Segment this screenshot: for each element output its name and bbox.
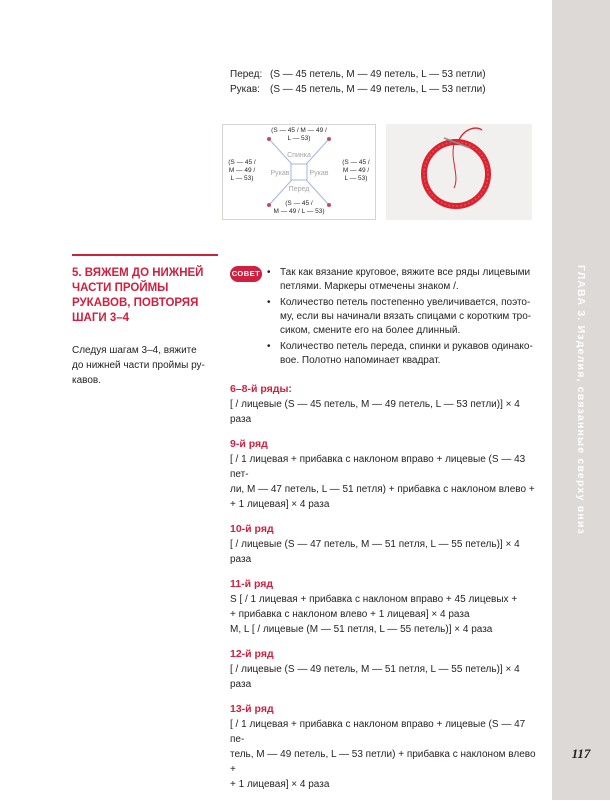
heading-line: 5. ВЯЖЕМ ДО НИЖНЕЙ [72,267,204,279]
diagram-count-right: (S — 45 / [342,159,370,166]
tip-badge: СОВЕТ [230,266,262,282]
diagram-label-left-sleeve: Рукав [270,170,290,177]
bullet-icon: • [267,297,271,308]
tip-item [266,266,538,294]
diagram-count-right: M — 49 / [342,167,370,174]
row-line: M, L [ / лицевые (M — 51 петля, L — 55 петель)] × 4 раза [230,624,493,635]
row-line: [ / 1 лицевая + прибавка с наклоном вправо + лицевые (S — 47 пе- [230,719,526,745]
row-line: + 1 лицевая] × 4 раза [230,779,330,790]
diagram-label-right-sleeve: Рукав [309,170,329,177]
tip-line: петлями. Маркеры отмечены знаком /. [280,281,459,292]
row-line: [ / 1 лицевая + прибавка с наклоном вправо + лицевые (S — 43 пет- [230,454,526,480]
stitch-count-label: Перед: [230,69,263,80]
heading-line: ЧАСТИ ПРОЙМЫ [72,282,169,294]
row-title: 10-й ряд [230,523,274,535]
bullet-icon: • [267,267,271,278]
tip-line: Количество петель переда, спинки и рукавов одинако- [280,341,533,352]
page-number: 117 [571,746,591,761]
tip-list [266,266,538,370]
row-line: [ / лицевые (S — 45 петель, M — 49 петель, L — 53 петли)] × 4 раза [230,399,520,425]
diagram-count-right: L — 53) [344,175,368,182]
diagram-count-left: M — 49 / [228,167,256,174]
tip-line: Так как вязание круговое, вяжите все ряды лицевыми [280,267,531,278]
row-title: 9-й ряд [230,438,268,450]
diagram-count-left: (S — 45 / [228,159,256,166]
chapter-title: ГЛАВА 3. Изделия, связанные сверху вниз [575,264,587,536]
diagram-label-front: Перед [288,186,310,193]
tip-line: вое. Полотно напоминает квадрат. [280,355,441,366]
row-line: + прибавка с наклоном влево + 1 лицевая] × 4 раза [230,609,470,620]
stitch-count-label: Рукав: [230,84,260,95]
stitch-count-value: (S — 45 петель, M — 49 петель, L — 53 петли) [270,69,486,80]
marker-icon [327,203,331,207]
row-line: тель, M — 49 петель, L — 53 петли) + прибавка с наклоном влево + [230,749,536,775]
heading-line: РУКАВОВ, ПОВТОРЯЯ [72,297,199,309]
row-block [230,382,540,427]
tip-item [266,296,538,338]
row-line: + 1 лицевая] × 4 раза [230,499,330,510]
bullet-icon: • [267,341,271,352]
marker-icon [327,137,331,141]
intro-line: Следуя шагам 3–4, вяжите [72,345,197,356]
yoke-diagram [222,124,376,220]
row-title: 11-й ряд [230,578,274,590]
knitting-in-round-photo [386,124,532,220]
diagram-count-left: L — 53) [230,175,254,182]
diagram-count-top: L — 53) [287,135,311,142]
neck-square [291,164,307,180]
tip-line: му, если вы начинали вязать спицами с коротким тро- [280,311,532,322]
row-title: 12-й ряд [230,648,274,660]
heading-line: ШАГИ 3–4 [72,312,130,324]
section-rule [72,254,218,256]
row-block [230,702,540,792]
diagram-count-bottom: M — 49 / L — 53) [273,208,325,215]
row-line: [ / лицевые (S — 47 петель, M — 51 петля, L — 55 петель)] × 4 раза [230,539,520,565]
tip-item [266,340,538,368]
stitch-counts [230,67,486,97]
intro-line: до нижней части проймы ру- [72,360,205,371]
stitch-count-value: (S — 45 петель, M — 49 петель, L — 53 петли) [270,84,486,95]
row-line: [ / лицевые (S — 49 петель, M — 51 петля, L — 55 петель)] × 4 раза [230,664,520,690]
diagram-count-bottom: (S — 45 / [285,200,313,207]
tip-line: Количество петель постепенно увеличивается, поэто- [280,297,531,308]
intro-line: кавов. [72,375,102,386]
diagram-label-back: Спинка [287,152,311,159]
row-instructions [230,382,540,802]
row-block [230,647,540,692]
section-intro [72,343,218,388]
marker-icon [267,203,271,207]
row-line: ли, M — 47 петель, L — 51 петля) + прибавка с наклоном влево + [230,484,535,495]
row-title: 6–8-й ряды: [230,383,292,395]
tip-line: сиком, смените его на более длинный. [280,325,461,336]
stitch-count-sleeve [230,82,486,97]
row-block [230,522,540,567]
row-line: S [ / 1 лицевая + прибавка с наклоном вправо + 45 лицевых + [230,594,518,605]
marker-icon [267,137,271,141]
stitch-count-front [230,67,486,82]
row-title: 13-й ряд [230,703,274,715]
row-block [230,577,540,637]
diagram-count-top: (S — 45 / M — 49 / [271,127,327,134]
row-block [230,437,540,512]
section-heading [72,266,222,326]
